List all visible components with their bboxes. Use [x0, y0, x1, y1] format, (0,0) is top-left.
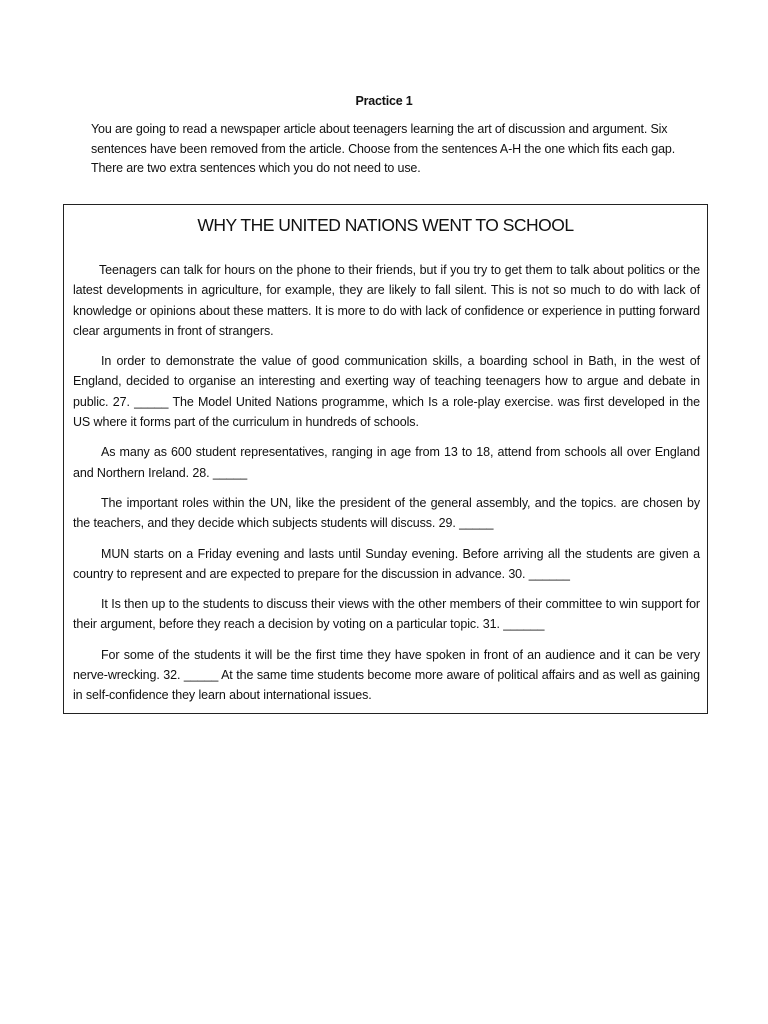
article-paragraph: MUN starts on a Friday evening and lasts until Sunday evening. Before arriving all the students are given a country to represent and are expected to prepare for the discussion in advance. 30. ______ [73, 546, 700, 581]
article-paragraph: It Is then up to the students to discuss their views with the other members of their committee to win support for their argument, before they reach a decision by voting on a particular topic. 31. ______ [73, 597, 700, 632]
article-paragraph: As many as 600 student representatives, ranging in age from 13 to 18, attend from schools all over England and Northern Ireland. 28. _____ [73, 445, 700, 480]
instructions-text: You are going to read a newspaper article about teenagers learning the art of discussion and argument. Six sentences have been removed from the article. Choose from the sentences A-H the one which fits each gap. There are two extra sentences which you do not need to use. [91, 122, 676, 175]
article-paragraph: For some of the students it will be the first time they have spoken in front of an audience and it can be very nerve-wrecking. 32. _____ At the same time students become more aware of political affairs and as well as gaining in self-confidence they learn about international issues. [73, 647, 700, 703]
article-body [73, 260, 700, 716]
article-paragraph: In order to demonstrate the value of good communication skills, a boarding school in Bath, in the west of England, decided to organise an interesting and exerting way of teaching teenagers how to argue and debate in public. 27. _____ The Model United Nations programme, which Is a role-play exercise. was first developed in the US where it forms part of the curriculum in hundreds of schools. [73, 354, 700, 430]
article-paragraph: The important roles within the UN, like the president of the general assembly, and the topics. are chosen by the teachers, and they decide which subjects students will discuss. 29. _____ [73, 495, 700, 531]
article-box [63, 204, 708, 714]
article-title: WHY THE UNITED NATIONS WENT TO SCHOOL [197, 215, 574, 235]
article-paragraph: Teenagers can talk for hours on the phone to their friends, but if you try to get them to talk about politics or the latest developments in agriculture, for example, they are likely to fall silent. This is not so much to do with lack of knowledge or opinions about these matters. It is more to do with lack of confidence or experience in putting forward clear arguments in front of strangers. [73, 263, 700, 338]
practice-heading: Practice 1 [355, 94, 413, 108]
